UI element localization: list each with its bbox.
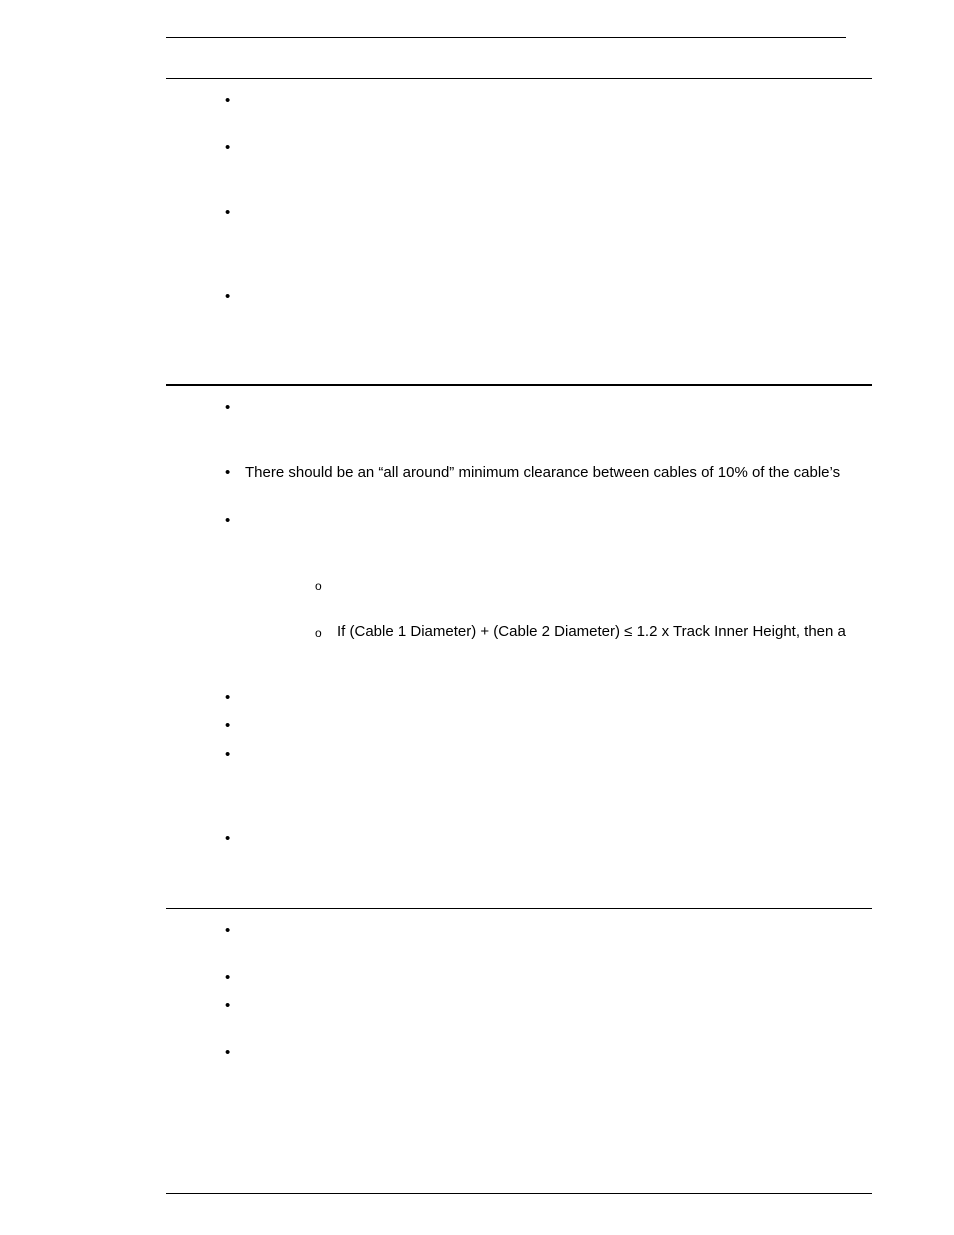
section-1-rule [166, 78, 872, 79]
bullet: • [225, 288, 231, 305]
section-2-rule [166, 384, 872, 386]
bullet: • [225, 969, 231, 986]
clearance-item-text: There should be an “all around” minimum clearance between cables of 10% of the cable’s [245, 464, 841, 481]
bullet: • [225, 464, 231, 481]
bullet: • [225, 689, 231, 706]
section-3-rule [166, 908, 872, 909]
bullet: • [225, 746, 231, 763]
bullet: • [225, 922, 231, 939]
sub-bullet: o [315, 626, 322, 640]
bullet: • [225, 204, 231, 221]
bullet: • [225, 399, 231, 416]
diameter-condition-text: If (Cable 1 Diameter) + (Cable 2 Diameter) ≤ 1.2 x Track Inner Height, then a [337, 623, 846, 640]
footer-rule [166, 1193, 872, 1194]
bullet: • [225, 1044, 231, 1061]
header-rule [166, 37, 846, 38]
sub-bullet: o [315, 579, 322, 593]
bullet: • [225, 717, 231, 734]
bullet: • [225, 997, 231, 1014]
bullet: • [225, 139, 231, 156]
bullet: • [225, 830, 231, 847]
bullet: • [225, 512, 231, 529]
bullet: • [225, 92, 231, 109]
